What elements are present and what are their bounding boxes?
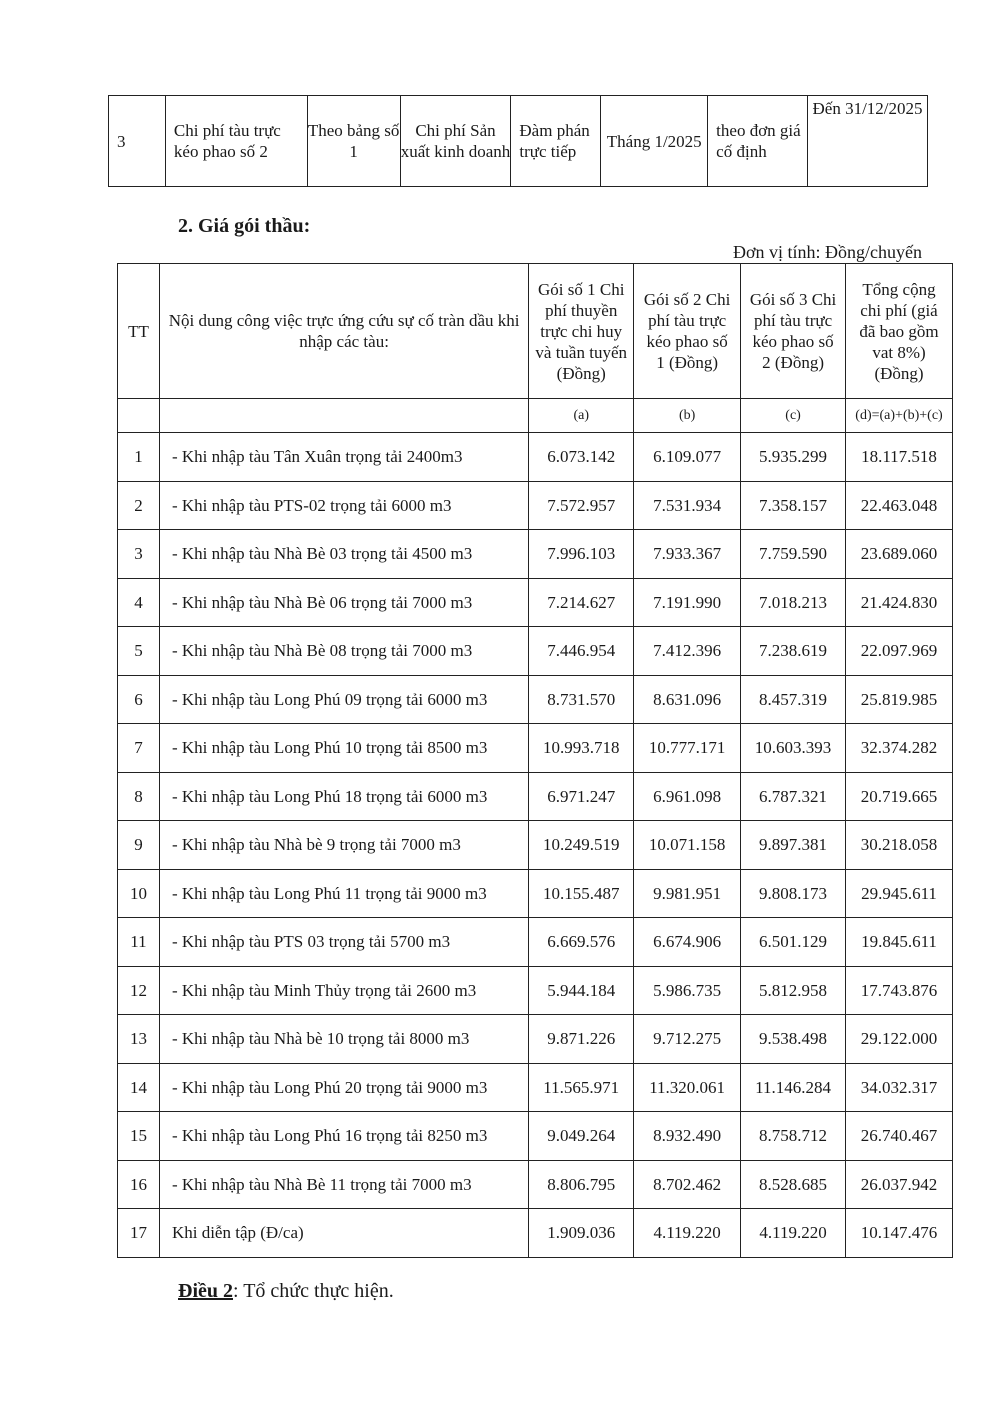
row-value-a: 11.565.971 <box>529 1063 634 1112</box>
row-value-c: 8.528.685 <box>741 1160 846 1209</box>
row-value-a: 7.214.627 <box>529 578 634 627</box>
row-number: 15 <box>118 1112 160 1161</box>
row-number: 6 <box>118 675 160 724</box>
subheader-a: (a) <box>529 399 634 433</box>
subheader-b: (b) <box>634 399 741 433</box>
table-row <box>118 481 953 530</box>
row-value-b: 8.702.462 <box>634 1160 741 1209</box>
row-value-total: 30.218.058 <box>846 821 953 870</box>
row-value-b: 9.712.275 <box>634 1015 741 1064</box>
header-tt: TT <box>118 264 160 399</box>
row-content: - Khi nhập tàu Long Phú 16 trọng tải 8250 m3 <box>159 1112 528 1161</box>
row-value-total: 17.743.876 <box>846 966 953 1015</box>
row-value-a: 9.049.264 <box>529 1112 634 1161</box>
row-content: - Khi nhập tàu Nhà Bè 03 trọng tải 4500 m3 <box>159 530 528 579</box>
row-content: - Khi nhập tàu PTS-02 trọng tải 6000 m3 <box>159 481 528 530</box>
table-row <box>118 966 953 1015</box>
article-text: : Tổ chức thực hiện. <box>233 1280 394 1302</box>
row-value-c: 10.603.393 <box>741 724 846 773</box>
row-number: 5 <box>118 627 160 676</box>
row-value-a: 6.971.247 <box>529 772 634 821</box>
row-value-c: 8.457.319 <box>741 675 846 724</box>
row-value-total: 25.819.985 <box>846 675 953 724</box>
row-value-a: 6.073.142 <box>529 433 634 482</box>
row-content: - Khi nhập tàu Long Phú 10 trọng tải 8500 m3 <box>159 724 528 773</box>
row-value-total: 23.689.060 <box>846 530 953 579</box>
row-content: - Khi nhập tàu Long Phú 20 trọng tải 9000 m3 <box>159 1063 528 1112</box>
row-value-c: 7.238.619 <box>741 627 846 676</box>
start-time: Tháng 1/2025 <box>601 96 708 187</box>
row-value-c: 8.758.712 <box>741 1112 846 1161</box>
row-index: 3 <box>109 96 166 187</box>
table-row <box>118 1209 953 1258</box>
price-table <box>117 263 953 1258</box>
price-source: Theo bảng số 1 <box>307 96 400 187</box>
row-value-c: 6.501.129 <box>741 918 846 967</box>
row-content: - Khi nhập tàu Nhà Bè 08 trọng tải 7000 m3 <box>159 627 528 676</box>
row-content: - Khi nhập tàu Long Phú 11 trọng tải 9000 m3 <box>159 869 528 918</box>
row-value-b: 7.531.934 <box>634 481 741 530</box>
table-row <box>118 772 953 821</box>
table-row <box>118 675 953 724</box>
unit-label: Đơn vị tính: Đồng/chuyến <box>733 242 922 262</box>
row-value-total: 34.032.317 <box>846 1063 953 1112</box>
row-value-a: 10.249.519 <box>529 821 634 870</box>
row-number: 9 <box>118 821 160 870</box>
row-value-total: 19.845.611 <box>846 918 953 967</box>
row-value-a: 5.944.184 <box>529 966 634 1015</box>
row-value-total: 29.945.611 <box>846 869 953 918</box>
table-row <box>118 724 953 773</box>
table-header-row <box>118 264 953 399</box>
row-value-total: 21.424.830 <box>846 578 953 627</box>
table-row <box>118 530 953 579</box>
table-subheader-row <box>118 399 953 433</box>
subheader-c: (c) <box>741 399 846 433</box>
row-value-c: 11.146.284 <box>741 1063 846 1112</box>
row-value-a: 7.572.957 <box>529 481 634 530</box>
subheader-d: (d)=(a)+(b)+(c) <box>846 399 953 433</box>
row-value-total: 32.374.282 <box>846 724 953 773</box>
row-value-total: 22.097.969 <box>846 627 953 676</box>
table-row <box>118 918 953 967</box>
row-value-c: 5.935.299 <box>741 433 846 482</box>
row-number: 14 <box>118 1063 160 1112</box>
row-value-a: 1.909.036 <box>529 1209 634 1258</box>
row-value-c: 7.018.213 <box>741 578 846 627</box>
row-value-a: 10.993.718 <box>529 724 634 773</box>
subheader-empty <box>159 399 528 433</box>
header-total: Tổng cộng chi phí (giá đã bao gồm vat 8%) (Đồng) <box>846 264 953 399</box>
row-value-b: 7.412.396 <box>634 627 741 676</box>
header-package-2: Gói số 2 Chi phí tàu trực kéo phao số 1 (Đồng) <box>634 264 741 399</box>
row-value-c: 6.787.321 <box>741 772 846 821</box>
row-value-a: 9.871.226 <box>529 1015 634 1064</box>
row-value-total: 22.463.048 <box>846 481 953 530</box>
row-value-b: 4.119.220 <box>634 1209 741 1258</box>
table-row <box>118 869 953 918</box>
row-value-total: 18.117.518 <box>846 433 953 482</box>
row-value-a: 8.731.570 <box>529 675 634 724</box>
row-value-b: 10.777.171 <box>634 724 741 773</box>
row-number: 3 <box>118 530 160 579</box>
row-number: 13 <box>118 1015 160 1064</box>
header-package-3: Gói số 3 Chi phí tàu trực kéo phao số 2 (Đồng) <box>741 264 846 399</box>
row-number: 1 <box>118 433 160 482</box>
row-content: - Khi nhập tàu Nhà Bè 06 trọng tải 7000 m3 <box>159 578 528 627</box>
contract-duration: Đến 31/12/2025 <box>808 96 928 187</box>
row-number: 12 <box>118 966 160 1015</box>
row-number: 10 <box>118 869 160 918</box>
row-value-a: 7.446.954 <box>529 627 634 676</box>
row-number: 16 <box>118 1160 160 1209</box>
row-value-b: 6.961.098 <box>634 772 741 821</box>
package-name: Chi phí tàu trực kéo phao số 2 <box>165 96 307 187</box>
top-table <box>108 95 928 187</box>
row-value-total: 26.037.942 <box>846 1160 953 1209</box>
header-content: Nội dung công việc trực ứng cứu sự cố tràn dầu khi nhập các tàu: <box>159 264 528 399</box>
row-value-c: 5.812.958 <box>741 966 846 1015</box>
row-content: Khi diễn tập (Đ/ca) <box>159 1209 528 1258</box>
row-content: - Khi nhập tàu Tân Xuân trọng tải 2400m3 <box>159 433 528 482</box>
row-value-b: 6.674.906 <box>634 918 741 967</box>
row-value-total: 10.147.476 <box>846 1209 953 1258</box>
row-content: - Khi nhập tàu Long Phú 09 trọng tải 6000 m3 <box>159 675 528 724</box>
table-row <box>118 627 953 676</box>
row-value-a: 8.806.795 <box>529 1160 634 1209</box>
table-row <box>118 1015 953 1064</box>
article-heading <box>178 1280 394 1303</box>
row-number: 7 <box>118 724 160 773</box>
table-row <box>118 1160 953 1209</box>
row-value-b: 7.191.990 <box>634 578 741 627</box>
table-row <box>118 821 953 870</box>
table-row <box>118 433 953 482</box>
table-row <box>118 1112 953 1161</box>
row-value-b: 8.631.096 <box>634 675 741 724</box>
row-value-b: 5.986.735 <box>634 966 741 1015</box>
table-row <box>118 1063 953 1112</box>
row-value-c: 9.897.381 <box>741 821 846 870</box>
row-content: - Khi nhập tàu Nhà bè 10 trọng tải 8000 m3 <box>159 1015 528 1064</box>
section-title: 2. Giá gói thầu: <box>178 215 311 237</box>
row-number: 4 <box>118 578 160 627</box>
row-value-b: 8.932.490 <box>634 1112 741 1161</box>
row-content: - Khi nhập tàu PTS 03 trọng tải 5700 m3 <box>159 918 528 967</box>
row-number: 17 <box>118 1209 160 1258</box>
row-value-b: 6.109.077 <box>634 433 741 482</box>
row-content: - Khi nhập tàu Long Phú 18 trọng tải 6000 m3 <box>159 772 528 821</box>
row-value-b: 9.981.951 <box>634 869 741 918</box>
row-value-b: 10.071.158 <box>634 821 741 870</box>
capital-source: Chi phí Sản xuất kinh doanh <box>400 96 511 187</box>
selection-method: Đàm phán trực tiếp <box>511 96 601 187</box>
row-value-a: 10.155.487 <box>529 869 634 918</box>
row-value-c: 7.759.590 <box>741 530 846 579</box>
row-content: - Khi nhập tàu Nhà Bè 11 trọng tải 7000 m3 <box>159 1160 528 1209</box>
row-value-total: 29.122.000 <box>846 1015 953 1064</box>
row-value-a: 7.996.103 <box>529 530 634 579</box>
row-number: 2 <box>118 481 160 530</box>
subheader-empty <box>118 399 160 433</box>
row-number: 8 <box>118 772 160 821</box>
row-content: - Khi nhập tàu Minh Thủy trọng tải 2600 m3 <box>159 966 528 1015</box>
row-value-total: 20.719.665 <box>846 772 953 821</box>
row-value-total: 26.740.467 <box>846 1112 953 1161</box>
row-content: - Khi nhập tàu Nhà bè 9 trọng tải 7000 m3 <box>159 821 528 870</box>
row-value-c: 7.358.157 <box>741 481 846 530</box>
header-package-1: Gói số 1 Chi phí thuyền trực chi huy và tuần tuyến (Đồng) <box>529 264 634 399</box>
article-label: Điều 2 <box>178 1280 233 1302</box>
table-row <box>109 96 928 187</box>
row-value-c: 9.808.173 <box>741 869 846 918</box>
row-value-c: 4.119.220 <box>741 1209 846 1258</box>
table-row <box>118 578 953 627</box>
row-value-b: 11.320.061 <box>634 1063 741 1112</box>
contract-type: theo đơn giá cố định <box>708 96 808 187</box>
row-value-b: 7.933.367 <box>634 530 741 579</box>
row-number: 11 <box>118 918 160 967</box>
row-value-a: 6.669.576 <box>529 918 634 967</box>
row-value-c: 9.538.498 <box>741 1015 846 1064</box>
